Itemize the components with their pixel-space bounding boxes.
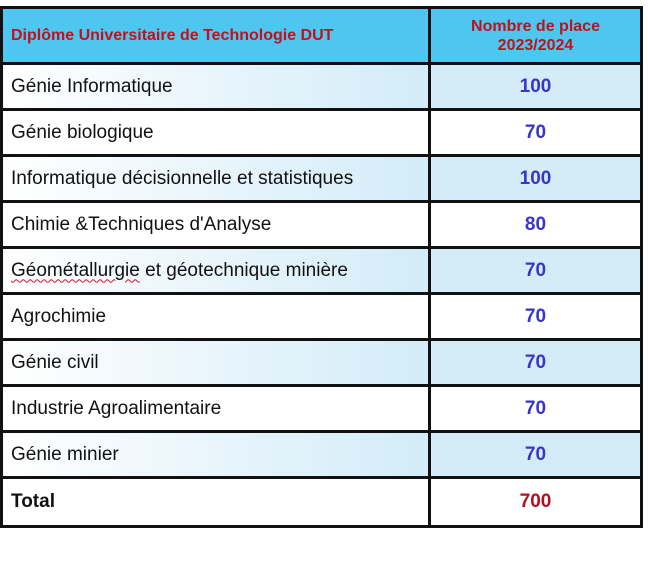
- table-row: [2, 340, 642, 386]
- table-row: [2, 294, 642, 340]
- program-name-rest: et géotechnique minière: [139, 259, 348, 281]
- table-header-row: [2, 8, 642, 64]
- places-count: 70: [430, 294, 642, 340]
- program-name: Génie minier: [2, 432, 430, 478]
- table-row: [2, 156, 642, 202]
- program-name: Génie Informatique: [2, 64, 430, 110]
- program-name: Agrochimie: [2, 294, 430, 340]
- places-count: 100: [430, 64, 642, 110]
- table-row: [2, 432, 642, 478]
- places-count: 70: [430, 248, 642, 294]
- header-program: Diplôme Universitaire de Technologie DUT: [2, 8, 430, 64]
- table-row: [2, 202, 642, 248]
- spellcheck-flagged-word: Géométallurgie: [11, 259, 140, 281]
- places-count: 100: [430, 156, 642, 202]
- table-row: [2, 386, 642, 432]
- header-places-year: 2023/2024: [497, 36, 574, 54]
- places-count: 70: [430, 432, 642, 478]
- program-name: Informatique décisionnelle et statistiques: [2, 156, 430, 202]
- table-row: [2, 248, 642, 294]
- header-places-label: Nombre de place: [471, 17, 600, 35]
- program-name: Génie biologique: [2, 110, 430, 156]
- total-label: Total: [2, 478, 430, 527]
- places-count: 70: [430, 340, 642, 386]
- program-name: Chimie &Techniques d'Analyse: [2, 202, 430, 248]
- total-row: [2, 478, 642, 527]
- table-row: [2, 110, 642, 156]
- header-places: [430, 8, 642, 64]
- program-name: Industrie Agroalimentaire: [2, 386, 430, 432]
- total-places: 700: [430, 478, 642, 527]
- places-count: 70: [430, 386, 642, 432]
- places-count: 70: [430, 110, 642, 156]
- program-name: [2, 248, 430, 294]
- program-name: Génie civil: [2, 340, 430, 386]
- table-row: [2, 64, 642, 110]
- dut-places-table: [0, 6, 643, 528]
- places-count: 80: [430, 202, 642, 248]
